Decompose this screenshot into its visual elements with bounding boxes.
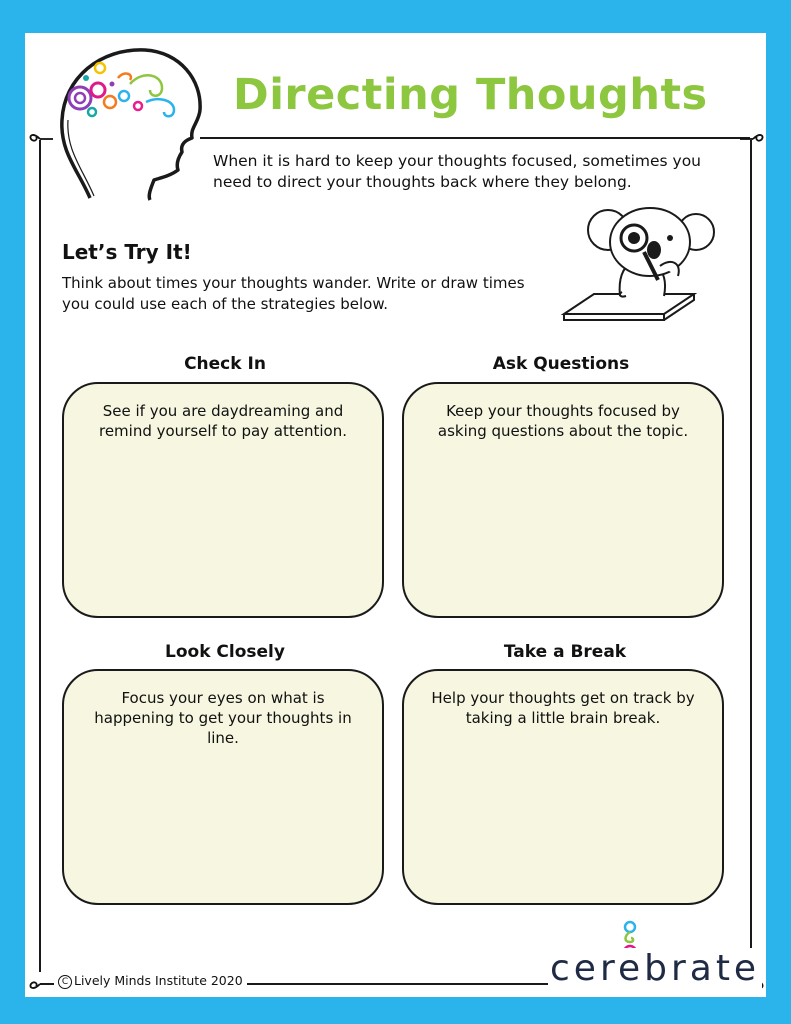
right-frame-rule — [750, 140, 752, 972]
strategy-title-take-a-break: Take a Break — [503, 642, 627, 662]
top-frame-rule — [200, 137, 750, 139]
corner-flourish-icon — [26, 972, 54, 996]
left-frame-rule — [39, 140, 41, 972]
strategy-box-look-closely[interactable] — [62, 669, 384, 905]
strategy-box-ask-questions[interactable] — [402, 382, 724, 618]
strategy-description: Help your thoughts get on track by taking a little brain break. — [431, 689, 695, 727]
strategy-description: See if you are daydreaming and remind yourself to pay attention. — [98, 402, 347, 440]
strategy-title-look-closely: Look Closely — [165, 642, 285, 662]
page-title: Directing Thoughts — [233, 70, 708, 120]
strategy-title-ask-questions: Ask Questions — [492, 354, 630, 374]
copyright-text: Lively Minds Institute 2020 — [74, 973, 243, 988]
strategy-box-check-in[interactable] — [62, 382, 384, 618]
koala-magnifier-icon — [560, 196, 720, 326]
copyright-notice — [54, 973, 247, 989]
thinking-head-icon — [50, 40, 210, 205]
strategy-description: Focus your eyes on what is happening to get your thoughts in line. — [94, 689, 352, 747]
activity-instructions: Think about times your thoughts wander. Write or draw times you could use each of the strategies below. — [62, 274, 525, 313]
strategy-description: Keep your thoughts focused by asking questions about the topic. — [437, 402, 689, 440]
corner-flourish-icon — [739, 127, 767, 151]
strategy-title-check-in: Check In — [184, 354, 266, 374]
strategy-box-take-a-break[interactable] — [402, 669, 724, 905]
copyright-icon: C — [58, 975, 72, 989]
brand-logo: cerebrate — [550, 948, 761, 989]
intro-text: When it is hard to keep your thoughts focused, sometimes you need to direct your thoughts back where they belong. — [213, 152, 702, 191]
activity-heading: Let’s Try It! — [62, 240, 192, 264]
